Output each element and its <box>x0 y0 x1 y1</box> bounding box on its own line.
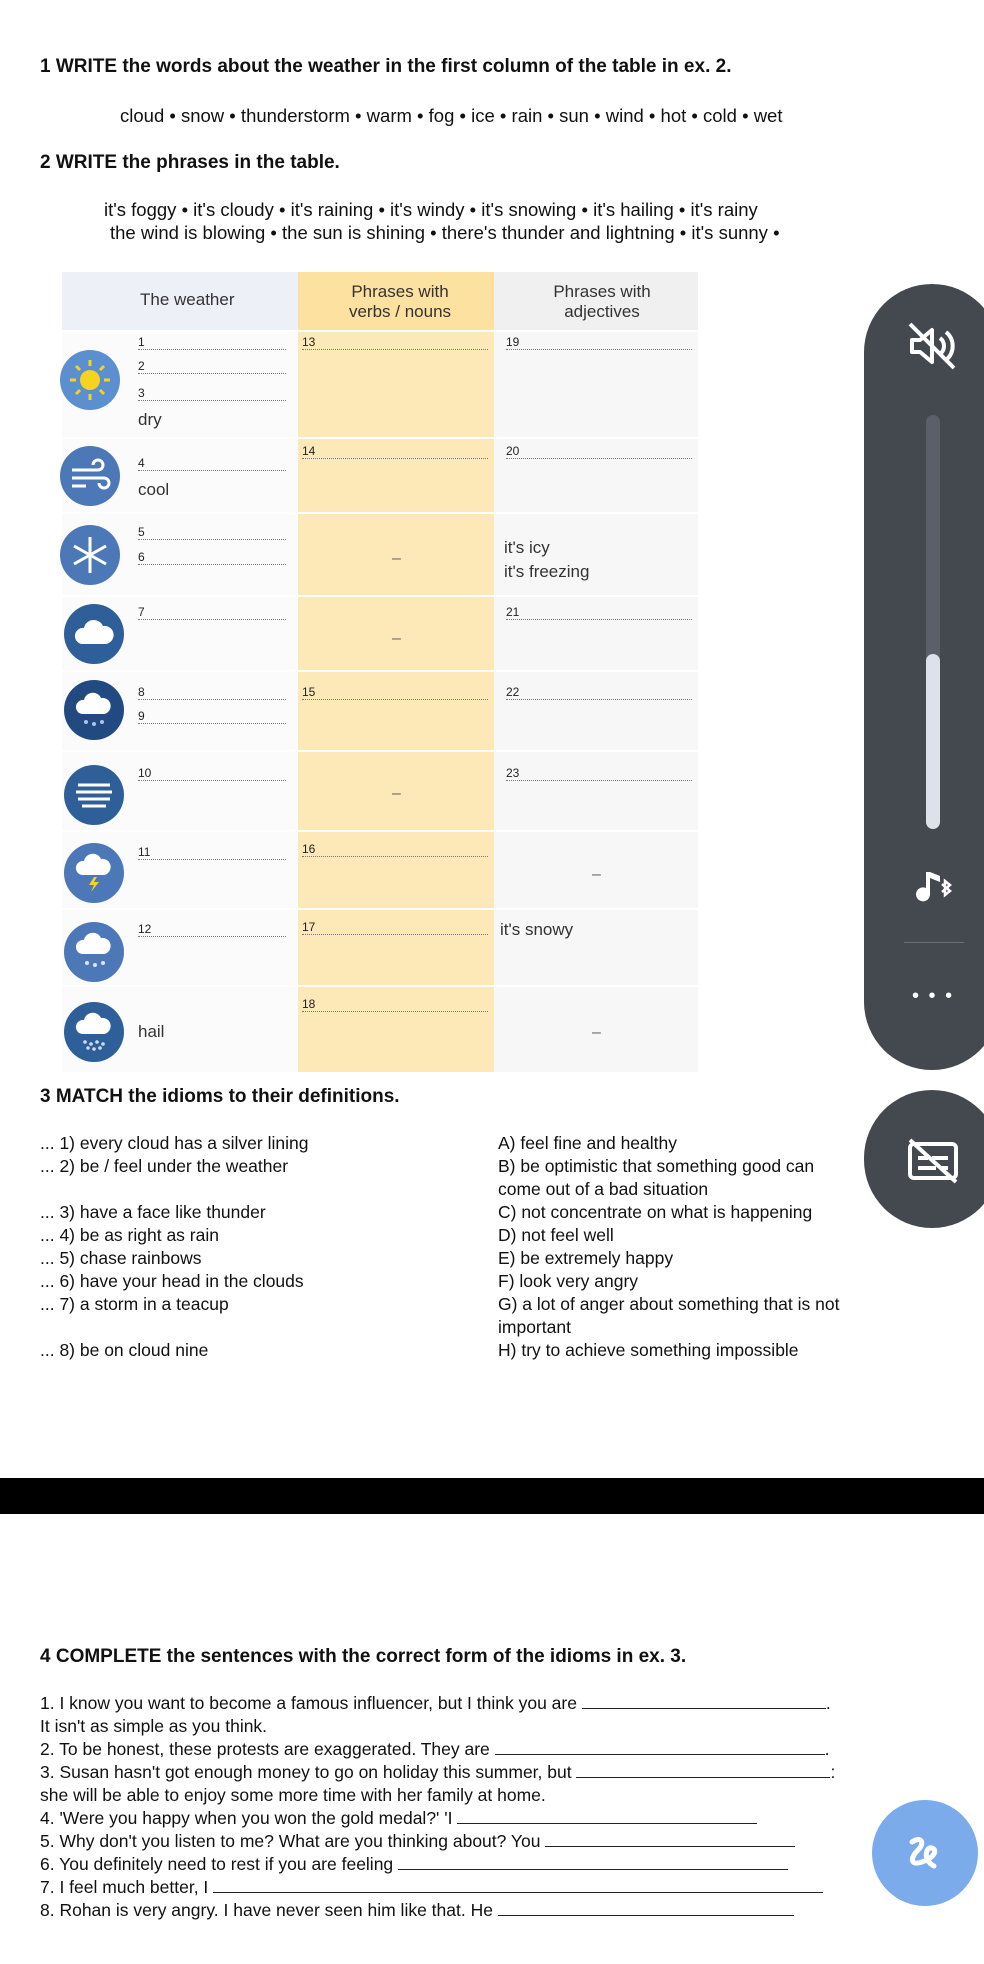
rain-icon <box>64 680 124 740</box>
blank-20[interactable]: 20 <box>506 444 692 459</box>
volume-slider[interactable] <box>926 415 940 829</box>
idiom-7: ... 7) a storm in a teacup <box>40 1294 229 1314</box>
blank-15[interactable]: 15 <box>302 685 488 700</box>
sun-icon <box>60 350 120 410</box>
definition-g-cont: important <box>498 1317 571 1337</box>
idiom-4: ... 4) be as right as rain <box>40 1225 219 1245</box>
sentence-5: 5. Why don't you listen to me? What are you thinking about? You <box>40 1830 940 1853</box>
snow-cloud-icon <box>64 922 124 982</box>
blank-7[interactable]: 7 <box>138 605 286 620</box>
volume-slider-fill <box>926 654 940 829</box>
definition-a: A) feel fine and healthy <box>498 1133 678 1153</box>
wind-icon <box>60 446 120 506</box>
dash: – <box>392 550 401 567</box>
definition-h: H) try to achieve something impossible <box>498 1340 799 1360</box>
definition-b-cont: come out of a bad situation <box>498 1179 709 1199</box>
answer-line-2[interactable] <box>495 1754 825 1755</box>
blank-2[interactable]: 2 <box>138 359 286 374</box>
cell-icy: it's icy <box>504 538 550 557</box>
definition-list <box>498 1132 908 1362</box>
answer-line-8[interactable] <box>498 1915 794 1916</box>
row-separator <box>62 670 698 672</box>
page-divider-bar <box>0 1478 984 1514</box>
fog-icon <box>64 765 124 825</box>
row-separator <box>62 985 698 987</box>
ex2-phrases-line2: the wind is blowing • the sun is shining • there's thunder and lightning • it's sunny • <box>110 222 780 243</box>
answer-line-1[interactable] <box>582 1708 826 1709</box>
header-verbs: Phrases with verbs / nouns <box>348 282 452 321</box>
definition-e: E) be extremely happy <box>498 1248 674 1268</box>
blank-14[interactable]: 14 <box>302 444 488 459</box>
definition-g: G) a lot of anger about something that is not <box>498 1294 840 1314</box>
ex2-phrases-line1: it's foggy • it's cloudy • it's raining • it's windy • it's snowing • it's hailing • it's rainy <box>104 199 758 220</box>
ex4-title: 4 COMPLETE the sentences with the correct form of the idioms in ex. 3. <box>40 1646 687 1667</box>
sentence-2: 2. To be honest, these protests are exaggerated. They are . <box>40 1739 830 1759</box>
definition-d: D) not feel well <box>498 1225 614 1245</box>
idiom-list <box>40 1132 480 1362</box>
cell-hail: hail <box>138 1022 165 1041</box>
ex1-title: 1 WRITE the words about the weather in the first column of the table in ex. 2. <box>40 56 732 77</box>
blank-12[interactable]: 12 <box>138 922 286 937</box>
blank-19[interactable]: 19 <box>506 335 692 350</box>
idiom-5: ... 5) chase rainbows <box>40 1248 202 1268</box>
scribble-icon <box>900 1828 952 1880</box>
cell-snowy: it's snowy <box>500 920 574 939</box>
cell-freezing: it's freezing <box>504 562 590 581</box>
idiom-1: ... 1) every cloud has a silver lining <box>40 1133 309 1153</box>
row-separator <box>62 595 698 597</box>
cell-cool: cool <box>138 480 170 499</box>
answer-line-3[interactable] <box>576 1777 830 1778</box>
definition-b: B) be optimistic that something good can <box>498 1156 815 1176</box>
sentence-1-cont: It isn't as simple as you think. <box>40 1716 268 1736</box>
definition-c: C) not concentrate on what is happening <box>498 1202 813 1222</box>
row-separator <box>62 330 698 332</box>
dash: – <box>392 630 401 647</box>
dash: – <box>592 866 601 883</box>
ex1-words: cloud • snow • thunderstorm • warm • fog • ice • rain • sun • wind • hot • cold • wet <box>120 105 783 126</box>
verbs-column <box>298 272 494 1072</box>
sentence-1: 1. I know you want to become a famous influencer, but I think you are . <box>40 1693 831 1713</box>
idiom-8: ... 8) be on cloud nine <box>40 1340 209 1360</box>
divider <box>904 942 964 943</box>
answer-line-7[interactable] <box>213 1892 823 1893</box>
definition-f: F) look very angry <box>498 1271 639 1291</box>
blank-18[interactable]: 18 <box>302 997 488 1012</box>
header-adjectives: Phrases with adjectives <box>553 282 651 321</box>
ex2-title: 2 WRITE the phrases in the table. <box>40 152 340 173</box>
blank-6[interactable]: 6 <box>138 550 286 565</box>
blank-4[interactable]: 4 <box>138 456 286 471</box>
blank-17[interactable]: 17 <box>302 920 488 935</box>
blank-10[interactable]: 10 <box>138 766 286 781</box>
blank-16[interactable]: 16 <box>302 842 488 857</box>
row-separator <box>62 750 698 752</box>
blank-13[interactable]: 13 <box>302 335 488 350</box>
blank-1[interactable]: 1 <box>138 335 286 350</box>
answer-line-4[interactable] <box>457 1823 757 1824</box>
blank-3[interactable]: 3 <box>138 386 286 401</box>
hail-icon <box>64 1002 124 1062</box>
idiom-3: ... 3) have a face like thunder <box>40 1202 266 1222</box>
blank-5[interactable]: 5 <box>138 525 286 540</box>
cloud-icon <box>64 604 124 664</box>
answer-line-6[interactable] <box>398 1869 788 1870</box>
sentence-7: 7. I feel much better, I <box>40 1876 940 1899</box>
thunderstorm-icon <box>64 843 124 903</box>
cell-dry: dry <box>138 410 162 429</box>
snowflake-icon <box>60 525 120 585</box>
blank-8[interactable]: 8 <box>138 685 286 700</box>
sentence-4: 4. 'Were you happy when you won the gold medal?' 'I <box>40 1807 940 1830</box>
idiom-2: ... 2) be / feel under the weather <box>40 1156 289 1176</box>
row-separator <box>62 512 698 514</box>
sentence-3-cont: she will be able to enjoy some more time with her family at home. <box>40 1785 546 1805</box>
dash: – <box>592 1024 601 1041</box>
sentence-3: 3. Susan hasn't got enough money to go on holiday this summer, but : <box>40 1762 836 1782</box>
adjectives-column <box>494 272 698 1072</box>
blank-11[interactable]: 11 <box>138 845 286 860</box>
sentence-8: 8. Rohan is very angry. I have never seen him like that. He <box>40 1899 940 1922</box>
blank-22[interactable]: 22 <box>506 685 692 700</box>
music-bluetooth-icon[interactable] <box>912 866 956 910</box>
row-separator <box>62 830 698 832</box>
row-separator <box>62 437 698 439</box>
captions-off-icon[interactable] <box>906 1136 960 1184</box>
volume-panel <box>864 284 984 1070</box>
blank-21[interactable]: 21 <box>506 605 692 620</box>
ex3-title: 3 MATCH the idioms to their definitions. <box>40 1086 400 1107</box>
dash: – <box>392 785 401 802</box>
ex4-sentences <box>40 1692 940 1922</box>
blank-9[interactable]: 9 <box>138 709 286 724</box>
idiom-6: ... 6) have your head in the clouds <box>40 1271 304 1291</box>
blank-23[interactable]: 23 <box>506 766 692 781</box>
speaker-mute-icon[interactable] <box>904 318 960 374</box>
sentence-6: 6. You definitely need to rest if you are feeling <box>40 1853 940 1876</box>
more-options-button[interactable]: • • • <box>912 985 955 1007</box>
answer-line-5[interactable] <box>545 1846 795 1847</box>
row-separator <box>62 908 698 910</box>
header-weather: The weather <box>140 290 235 309</box>
